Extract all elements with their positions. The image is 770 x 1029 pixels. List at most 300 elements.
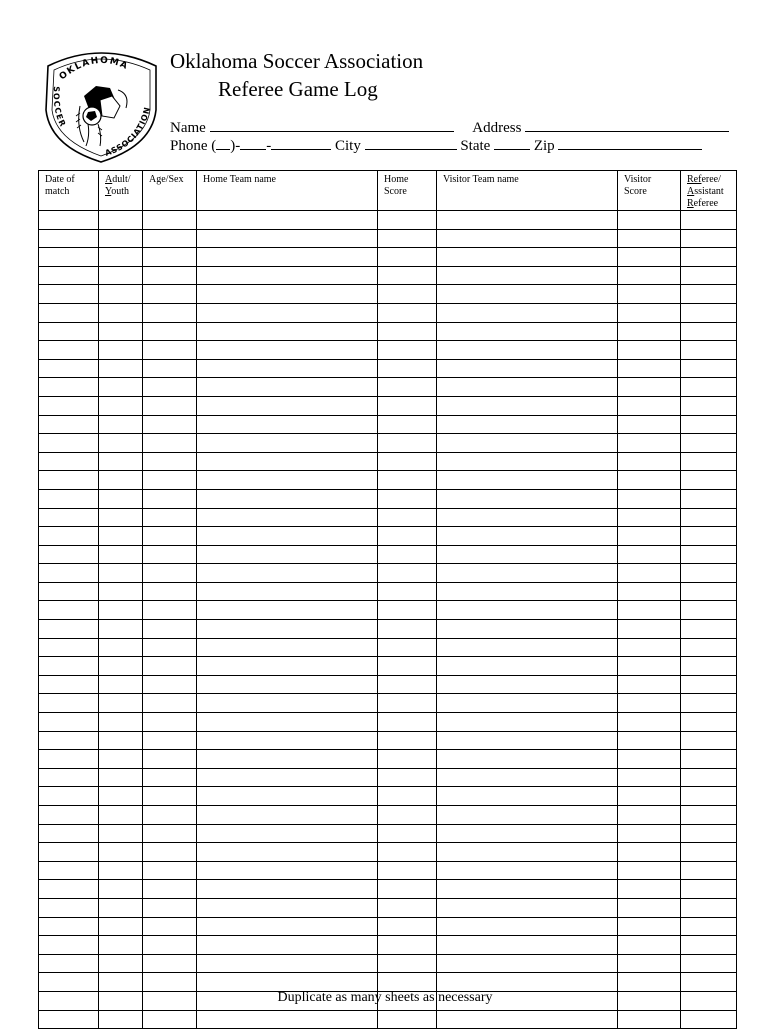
table-cell[interactable] — [378, 620, 437, 639]
table-cell[interactable] — [197, 303, 378, 322]
table-cell[interactable] — [99, 471, 143, 490]
table-cell[interactable] — [143, 266, 197, 285]
table-cell[interactable] — [378, 880, 437, 899]
table-cell[interactable] — [99, 341, 143, 360]
table-cell[interactable] — [99, 768, 143, 787]
table-cell[interactable] — [437, 341, 618, 360]
table-cell[interactable] — [681, 378, 737, 397]
table-cell[interactable] — [437, 824, 618, 843]
table-cell[interactable] — [618, 638, 681, 657]
table-cell[interactable] — [143, 285, 197, 304]
table-cell[interactable] — [197, 638, 378, 657]
table-cell[interactable] — [99, 917, 143, 936]
table-cell[interactable] — [197, 1010, 378, 1029]
table-cell[interactable] — [39, 750, 99, 769]
table-cell[interactable] — [143, 471, 197, 490]
table-cell[interactable] — [197, 489, 378, 508]
table-cell[interactable] — [39, 527, 99, 546]
table-cell[interactable] — [378, 824, 437, 843]
table-cell[interactable] — [378, 452, 437, 471]
table-cell[interactable] — [437, 359, 618, 378]
table-cell[interactable] — [618, 824, 681, 843]
table-cell[interactable] — [378, 861, 437, 880]
table-cell[interactable] — [143, 434, 197, 453]
table-cell[interactable] — [378, 601, 437, 620]
table-cell[interactable] — [197, 768, 378, 787]
table-cell[interactable] — [437, 750, 618, 769]
table-cell[interactable] — [39, 1010, 99, 1029]
table-cell[interactable] — [618, 452, 681, 471]
table-cell[interactable] — [143, 452, 197, 471]
table-cell[interactable] — [681, 675, 737, 694]
table-cell[interactable] — [143, 341, 197, 360]
table-cell[interactable] — [618, 434, 681, 453]
table-cell[interactable] — [618, 415, 681, 434]
table-cell[interactable] — [437, 285, 618, 304]
table-cell[interactable] — [681, 694, 737, 713]
zip-field[interactable] — [558, 136, 702, 150]
table-cell[interactable] — [681, 359, 737, 378]
table-cell[interactable] — [143, 768, 197, 787]
table-cell[interactable] — [618, 620, 681, 639]
table-cell[interactable] — [618, 731, 681, 750]
table-cell[interactable] — [378, 266, 437, 285]
table-cell[interactable] — [143, 582, 197, 601]
table-cell[interactable] — [143, 378, 197, 397]
table-cell[interactable] — [378, 303, 437, 322]
table-cell[interactable] — [378, 471, 437, 490]
table-cell[interactable] — [378, 211, 437, 230]
table-cell[interactable] — [618, 211, 681, 230]
table-cell[interactable] — [143, 917, 197, 936]
table-cell[interactable] — [378, 936, 437, 955]
table-cell[interactable] — [437, 601, 618, 620]
table-cell[interactable] — [437, 954, 618, 973]
table-cell[interactable] — [197, 898, 378, 917]
table-cell[interactable] — [99, 211, 143, 230]
table-cell[interactable] — [681, 211, 737, 230]
table-cell[interactable] — [681, 285, 737, 304]
table-cell[interactable] — [197, 396, 378, 415]
table-cell[interactable] — [143, 731, 197, 750]
table-cell[interactable] — [618, 322, 681, 341]
table-cell[interactable] — [197, 508, 378, 527]
table-cell[interactable] — [197, 861, 378, 880]
table-cell[interactable] — [39, 508, 99, 527]
name-field[interactable] — [210, 118, 454, 132]
table-cell[interactable] — [378, 713, 437, 732]
table-cell[interactable] — [197, 973, 378, 992]
table-cell[interactable] — [143, 824, 197, 843]
table-cell[interactable] — [99, 954, 143, 973]
table-cell[interactable] — [99, 787, 143, 806]
table-cell[interactable] — [143, 489, 197, 508]
table-cell[interactable] — [143, 303, 197, 322]
table-cell[interactable] — [378, 229, 437, 248]
table-cell[interactable] — [143, 545, 197, 564]
table-cell[interactable] — [197, 880, 378, 899]
table-cell[interactable] — [39, 489, 99, 508]
table-cell[interactable] — [143, 229, 197, 248]
table-cell[interactable] — [378, 415, 437, 434]
table-cell[interactable] — [437, 564, 618, 583]
table-cell[interactable] — [437, 861, 618, 880]
table-cell[interactable] — [197, 675, 378, 694]
table-cell[interactable] — [681, 750, 737, 769]
table-cell[interactable] — [378, 1010, 437, 1029]
table-cell[interactable] — [618, 861, 681, 880]
table-cell[interactable] — [197, 378, 378, 397]
table-cell[interactable] — [618, 229, 681, 248]
table-cell[interactable] — [197, 527, 378, 546]
table-cell[interactable] — [143, 248, 197, 267]
table-cell[interactable] — [143, 657, 197, 676]
table-cell[interactable] — [681, 564, 737, 583]
table-cell[interactable] — [681, 415, 737, 434]
table-cell[interactable] — [681, 768, 737, 787]
table-cell[interactable] — [618, 880, 681, 899]
table-cell[interactable] — [39, 768, 99, 787]
table-cell[interactable] — [618, 601, 681, 620]
table-cell[interactable] — [618, 341, 681, 360]
table-cell[interactable] — [39, 378, 99, 397]
table-cell[interactable] — [437, 843, 618, 862]
table-cell[interactable] — [681, 861, 737, 880]
table-cell[interactable] — [437, 694, 618, 713]
table-cell[interactable] — [437, 527, 618, 546]
table-cell[interactable] — [99, 675, 143, 694]
address-field[interactable] — [525, 118, 729, 132]
table-cell[interactable] — [378, 582, 437, 601]
table-cell[interactable] — [39, 322, 99, 341]
table-cell[interactable] — [681, 545, 737, 564]
table-cell[interactable] — [437, 378, 618, 397]
table-cell[interactable] — [197, 806, 378, 825]
table-cell[interactable] — [378, 508, 437, 527]
table-cell[interactable] — [437, 434, 618, 453]
phone-area-field[interactable] — [216, 136, 230, 150]
table-cell[interactable] — [681, 954, 737, 973]
table-cell[interactable] — [378, 341, 437, 360]
table-cell[interactable] — [39, 601, 99, 620]
table-cell[interactable] — [39, 954, 99, 973]
table-cell[interactable] — [39, 620, 99, 639]
table-cell[interactable] — [681, 452, 737, 471]
table-cell[interactable] — [437, 768, 618, 787]
table-cell[interactable] — [618, 489, 681, 508]
table-cell[interactable] — [197, 936, 378, 955]
table-cell[interactable] — [39, 936, 99, 955]
table-cell[interactable] — [437, 489, 618, 508]
table-cell[interactable] — [618, 248, 681, 267]
table-cell[interactable] — [437, 229, 618, 248]
table-cell[interactable] — [143, 1010, 197, 1029]
table-cell[interactable] — [378, 489, 437, 508]
table-cell[interactable] — [39, 824, 99, 843]
table-cell[interactable] — [39, 973, 99, 992]
table-cell[interactable] — [378, 248, 437, 267]
table-cell[interactable] — [143, 211, 197, 230]
table-cell[interactable] — [378, 787, 437, 806]
table-cell[interactable] — [618, 527, 681, 546]
table-cell[interactable] — [681, 601, 737, 620]
table-cell[interactable] — [197, 731, 378, 750]
table-cell[interactable] — [143, 620, 197, 639]
table-cell[interactable] — [197, 582, 378, 601]
table-cell[interactable] — [437, 880, 618, 899]
table-cell[interactable] — [437, 657, 618, 676]
table-cell[interactable] — [39, 843, 99, 862]
table-cell[interactable] — [378, 434, 437, 453]
table-cell[interactable] — [437, 713, 618, 732]
table-cell[interactable] — [681, 396, 737, 415]
table-cell[interactable] — [681, 843, 737, 862]
table-cell[interactable] — [437, 303, 618, 322]
table-cell[interactable] — [39, 694, 99, 713]
table-cell[interactable] — [39, 545, 99, 564]
table-cell[interactable] — [437, 211, 618, 230]
table-cell[interactable] — [39, 675, 99, 694]
table-cell[interactable] — [39, 266, 99, 285]
table-cell[interactable] — [437, 1010, 618, 1029]
table-cell[interactable] — [378, 917, 437, 936]
table-cell[interactable] — [197, 843, 378, 862]
table-cell[interactable] — [618, 917, 681, 936]
table-cell[interactable] — [618, 359, 681, 378]
table-cell[interactable] — [197, 211, 378, 230]
table-cell[interactable] — [681, 917, 737, 936]
table-cell[interactable] — [378, 545, 437, 564]
table-cell[interactable] — [197, 229, 378, 248]
table-cell[interactable] — [99, 266, 143, 285]
table-cell[interactable] — [618, 694, 681, 713]
table-cell[interactable] — [437, 415, 618, 434]
table-cell[interactable] — [437, 806, 618, 825]
table-cell[interactable] — [143, 359, 197, 378]
table-cell[interactable] — [681, 824, 737, 843]
table-cell[interactable] — [143, 973, 197, 992]
table-cell[interactable] — [143, 508, 197, 527]
table-cell[interactable] — [143, 601, 197, 620]
table-cell[interactable] — [99, 322, 143, 341]
table-cell[interactable] — [39, 582, 99, 601]
table-cell[interactable] — [99, 657, 143, 676]
table-cell[interactable] — [197, 415, 378, 434]
table-cell[interactable] — [99, 229, 143, 248]
table-cell[interactable] — [39, 898, 99, 917]
table-cell[interactable] — [39, 861, 99, 880]
table-cell[interactable] — [618, 787, 681, 806]
table-cell[interactable] — [197, 564, 378, 583]
table-cell[interactable] — [437, 917, 618, 936]
table-cell[interactable] — [618, 713, 681, 732]
table-cell[interactable] — [197, 434, 378, 453]
table-cell[interactable] — [99, 248, 143, 267]
table-cell[interactable] — [39, 229, 99, 248]
table-cell[interactable] — [618, 675, 681, 694]
table-cell[interactable] — [99, 285, 143, 304]
table-cell[interactable] — [99, 508, 143, 527]
table-cell[interactable] — [39, 285, 99, 304]
table-cell[interactable] — [39, 731, 99, 750]
table-cell[interactable] — [197, 248, 378, 267]
table-cell[interactable] — [197, 954, 378, 973]
table-cell[interactable] — [618, 657, 681, 676]
table-cell[interactable] — [99, 1010, 143, 1029]
table-cell[interactable] — [143, 880, 197, 899]
table-cell[interactable] — [437, 675, 618, 694]
table-cell[interactable] — [197, 657, 378, 676]
phone-prefix-field[interactable] — [240, 136, 266, 150]
table-cell[interactable] — [99, 880, 143, 899]
table-cell[interactable] — [99, 898, 143, 917]
table-cell[interactable] — [39, 917, 99, 936]
table-cell[interactable] — [197, 471, 378, 490]
table-cell[interactable] — [437, 582, 618, 601]
table-cell[interactable] — [39, 564, 99, 583]
table-cell[interactable] — [197, 824, 378, 843]
table-cell[interactable] — [618, 508, 681, 527]
table-cell[interactable] — [681, 638, 737, 657]
table-cell[interactable] — [99, 713, 143, 732]
table-cell[interactable] — [618, 303, 681, 322]
table-cell[interactable] — [681, 266, 737, 285]
table-cell[interactable] — [99, 936, 143, 955]
table-cell[interactable] — [437, 973, 618, 992]
table-cell[interactable] — [681, 341, 737, 360]
table-cell[interactable] — [618, 806, 681, 825]
table-cell[interactable] — [99, 452, 143, 471]
table-cell[interactable] — [39, 248, 99, 267]
table-cell[interactable] — [39, 396, 99, 415]
table-cell[interactable] — [378, 843, 437, 862]
table-cell[interactable] — [681, 657, 737, 676]
table-cell[interactable] — [197, 787, 378, 806]
table-cell[interactable] — [99, 564, 143, 583]
table-cell[interactable] — [618, 768, 681, 787]
table-cell[interactable] — [378, 973, 437, 992]
table-cell[interactable] — [437, 508, 618, 527]
table-cell[interactable] — [197, 750, 378, 769]
table-cell[interactable] — [681, 880, 737, 899]
table-cell[interactable] — [378, 527, 437, 546]
table-cell[interactable] — [143, 843, 197, 862]
table-cell[interactable] — [99, 731, 143, 750]
table-cell[interactable] — [99, 973, 143, 992]
table-cell[interactable] — [143, 396, 197, 415]
table-cell[interactable] — [681, 582, 737, 601]
table-cell[interactable] — [378, 806, 437, 825]
table-cell[interactable] — [681, 322, 737, 341]
table-cell[interactable] — [143, 713, 197, 732]
table-cell[interactable] — [197, 545, 378, 564]
table-cell[interactable] — [437, 452, 618, 471]
table-cell[interactable] — [437, 266, 618, 285]
table-cell[interactable] — [437, 396, 618, 415]
table-cell[interactable] — [681, 1010, 737, 1029]
table-cell[interactable] — [378, 898, 437, 917]
table-cell[interactable] — [143, 954, 197, 973]
table-cell[interactable] — [378, 638, 437, 657]
table-cell[interactable] — [378, 657, 437, 676]
table-cell[interactable] — [99, 806, 143, 825]
table-cell[interactable] — [437, 248, 618, 267]
phone-number-field[interactable] — [271, 136, 331, 150]
table-cell[interactable] — [681, 620, 737, 639]
table-cell[interactable] — [197, 713, 378, 732]
table-cell[interactable] — [39, 415, 99, 434]
table-cell[interactable] — [437, 898, 618, 917]
table-cell[interactable] — [681, 508, 737, 527]
table-cell[interactable] — [39, 359, 99, 378]
table-cell[interactable] — [618, 266, 681, 285]
table-cell[interactable] — [618, 564, 681, 583]
table-cell[interactable] — [39, 713, 99, 732]
table-cell[interactable] — [378, 322, 437, 341]
table-cell[interactable] — [39, 341, 99, 360]
table-cell[interactable] — [197, 601, 378, 620]
table-cell[interactable] — [618, 471, 681, 490]
table-cell[interactable] — [143, 898, 197, 917]
table-cell[interactable] — [99, 489, 143, 508]
table-cell[interactable] — [143, 806, 197, 825]
table-cell[interactable] — [618, 396, 681, 415]
table-cell[interactable] — [143, 861, 197, 880]
table-cell[interactable] — [378, 396, 437, 415]
table-cell[interactable] — [618, 843, 681, 862]
table-cell[interactable] — [39, 211, 99, 230]
table-cell[interactable] — [681, 303, 737, 322]
table-cell[interactable] — [197, 452, 378, 471]
table-cell[interactable] — [99, 359, 143, 378]
table-cell[interactable] — [143, 787, 197, 806]
table-cell[interactable] — [618, 1010, 681, 1029]
table-cell[interactable] — [99, 861, 143, 880]
table-cell[interactable] — [618, 936, 681, 955]
table-cell[interactable] — [143, 675, 197, 694]
table-cell[interactable] — [681, 936, 737, 955]
table-cell[interactable] — [197, 359, 378, 378]
table-cell[interactable] — [99, 638, 143, 657]
table-cell[interactable] — [197, 285, 378, 304]
table-cell[interactable] — [99, 545, 143, 564]
table-cell[interactable] — [99, 527, 143, 546]
table-cell[interactable] — [618, 750, 681, 769]
table-cell[interactable] — [99, 434, 143, 453]
table-cell[interactable] — [39, 434, 99, 453]
table-cell[interactable] — [378, 694, 437, 713]
table-cell[interactable] — [99, 415, 143, 434]
table-cell[interactable] — [39, 452, 99, 471]
table-cell[interactable] — [437, 471, 618, 490]
table-cell[interactable] — [197, 917, 378, 936]
table-cell[interactable] — [99, 824, 143, 843]
table-cell[interactable] — [378, 564, 437, 583]
table-cell[interactable] — [99, 694, 143, 713]
table-cell[interactable] — [681, 434, 737, 453]
table-cell[interactable] — [99, 582, 143, 601]
table-cell[interactable] — [378, 359, 437, 378]
table-cell[interactable] — [143, 564, 197, 583]
table-cell[interactable] — [437, 322, 618, 341]
table-cell[interactable] — [618, 545, 681, 564]
table-cell[interactable] — [618, 285, 681, 304]
table-cell[interactable] — [681, 731, 737, 750]
table-cell[interactable] — [378, 731, 437, 750]
table-cell[interactable] — [681, 898, 737, 917]
table-cell[interactable] — [197, 694, 378, 713]
table-cell[interactable] — [618, 378, 681, 397]
